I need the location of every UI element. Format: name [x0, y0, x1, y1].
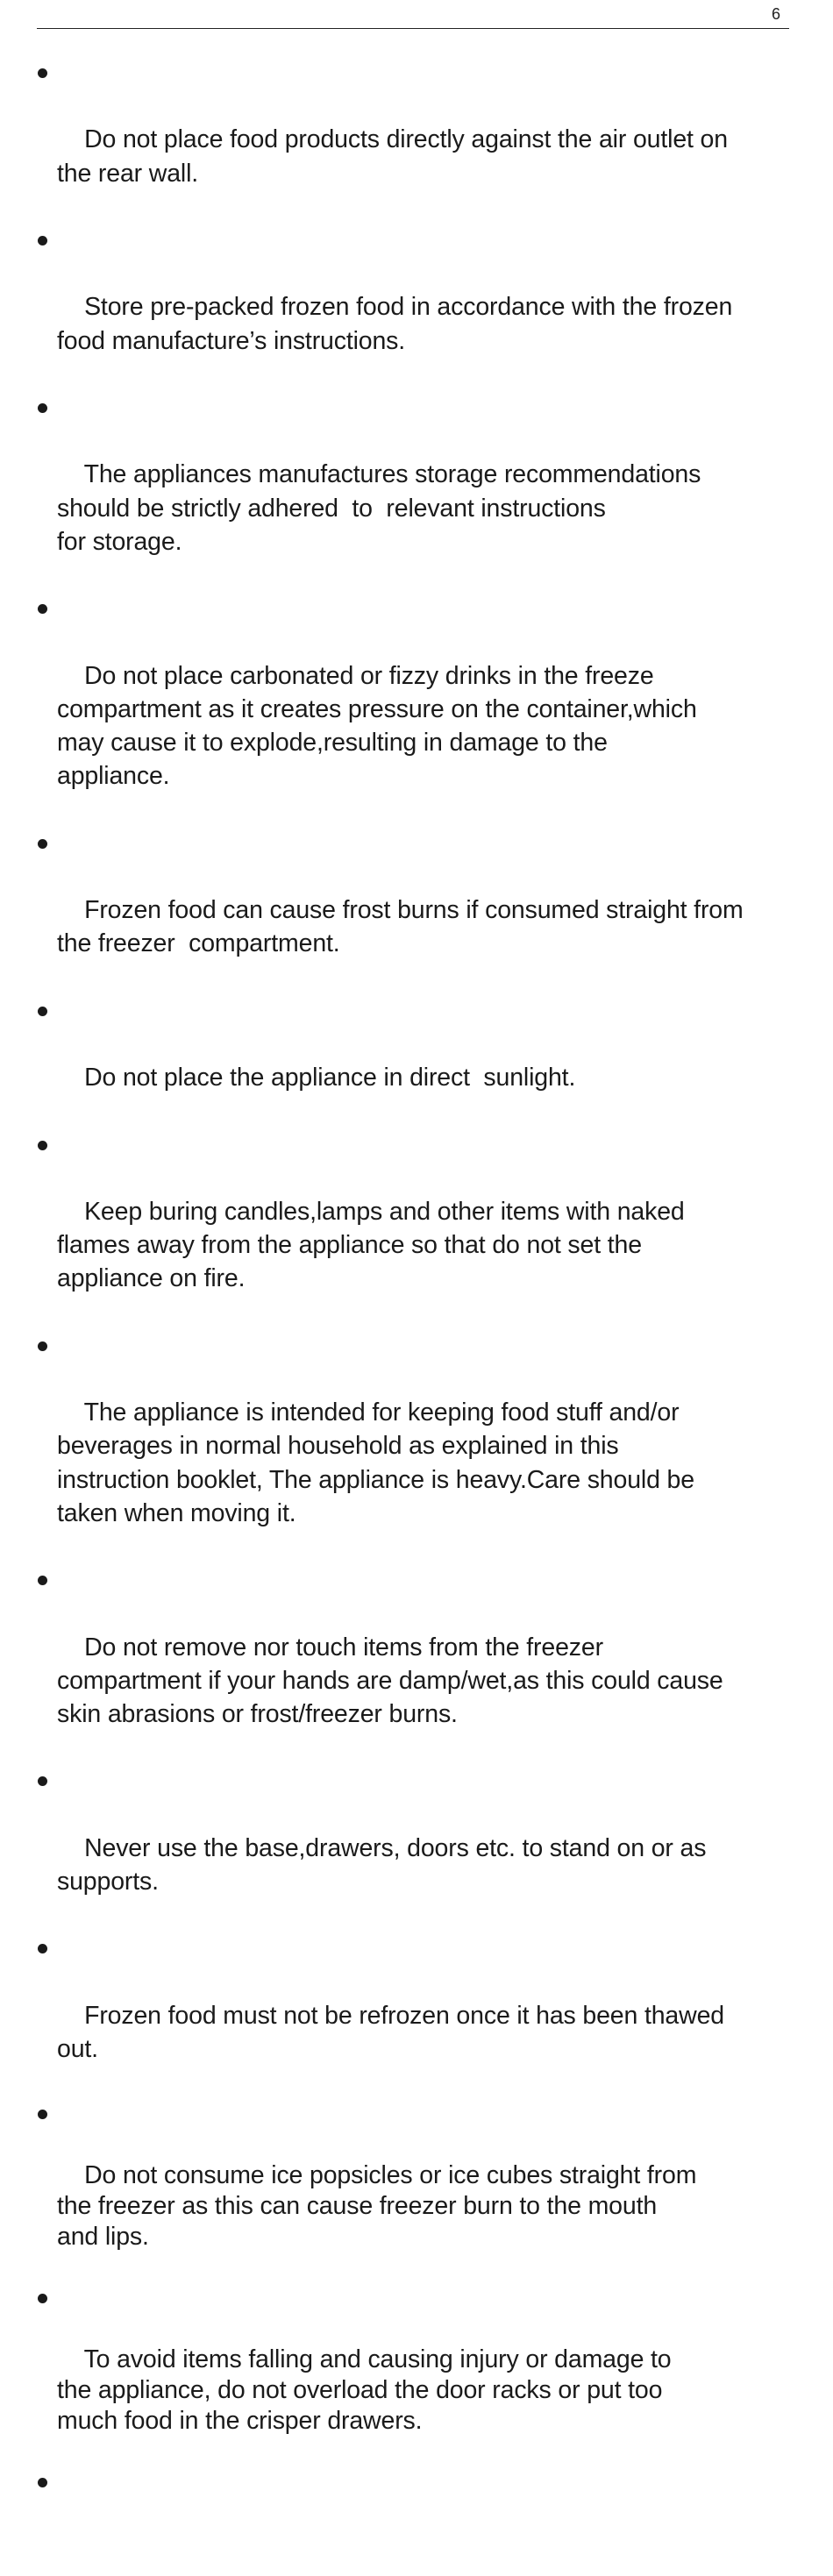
- list-item: [37, 994, 808, 1128]
- list-item-text: Do not remove nor touch items from the freezer compartment if your hands are damp/wet,as this could cause skin abrasions or frost/freezer burns.: [57, 1633, 723, 1728]
- bullet-icon: [38, 1141, 47, 1150]
- list-item-text: Frozen food must not be refrozen once it has been thawed out.: [57, 2001, 724, 2063]
- bullet-icon: [38, 2478, 47, 2487]
- list-item: [37, 224, 808, 391]
- bullet-icon: [38, 604, 47, 614]
- list-item-text: Do not place food products directly against the air outlet on the rear wall.: [57, 125, 728, 188]
- list-item: [37, 592, 808, 826]
- list-item-text: Do not place the appliance in direct sunlight.: [84, 1064, 576, 1092]
- list-item: [37, 1563, 808, 1764]
- list-item-text: The appliance is intended for keeping food stuff and/or beverages in normal household as explained in this instruction booklet, The appliance is heavy.Care should be taken when moving it.: [57, 1398, 694, 1527]
- list-item-text: Do not consume ice popsicles or ice cubes straight from the freezer as this can cause freezer burn to the mouth and lips.: [57, 2161, 697, 2252]
- list-item: [37, 2467, 808, 2576]
- safety-instructions-list: [37, 56, 808, 2576]
- list-item: [37, 2099, 808, 2283]
- list-item: [37, 1128, 808, 1329]
- bullet-icon: [38, 839, 47, 849]
- list-item-text: Store pre-packed frozen food in accordance with the frozen food manufacture’s instructions.: [57, 293, 733, 355]
- list-item: [37, 391, 808, 592]
- list-item: [37, 1329, 808, 1563]
- list-item: [37, 56, 808, 224]
- bullet-icon: [38, 1776, 47, 1786]
- bullet-icon: [38, 2110, 47, 2119]
- list-item-text: Do not place carbonated or fizzy drinks in the freeze compartment as it creates pressure on the container,which may cause it to explode,resulting in damage to the appliance.: [57, 661, 697, 791]
- bullet-icon: [38, 1007, 47, 1016]
- page-number: 6: [771, 5, 780, 23]
- list-item: [37, 1764, 808, 1932]
- bullet-icon: [38, 403, 47, 413]
- bullet-icon: [38, 1944, 47, 1953]
- list-item-text: Never use the base,drawers, doors etc. to stand on or as supports.: [57, 1833, 707, 1896]
- list-item-text: The appliances manufactures storage recommendations should be strictly adhered to relevant instructions for storage.: [57, 460, 701, 556]
- list-item: [37, 1932, 808, 2099]
- header-rule: [37, 28, 789, 29]
- list-item: [37, 827, 808, 994]
- list-item: [37, 2283, 808, 2467]
- bullet-icon: [38, 1576, 47, 1585]
- bullet-icon: [38, 236, 47, 246]
- list-item-text: To avoid items falling and causing injury or damage to the appliance, do not overload the door racks or put too much food in the crisper drawers.: [57, 2345, 672, 2436]
- bullet-icon: [38, 68, 47, 78]
- list-item-text: Keep buring candles,lamps and other items with naked flames away from the appliance so that do not set the appliance on fire.: [57, 1197, 685, 1293]
- list-item-text: Frozen food can cause frost burns if consumed straight from the freezer compartment.: [57, 896, 744, 958]
- bullet-icon: [38, 2294, 47, 2303]
- bullet-icon: [38, 1341, 47, 1351]
